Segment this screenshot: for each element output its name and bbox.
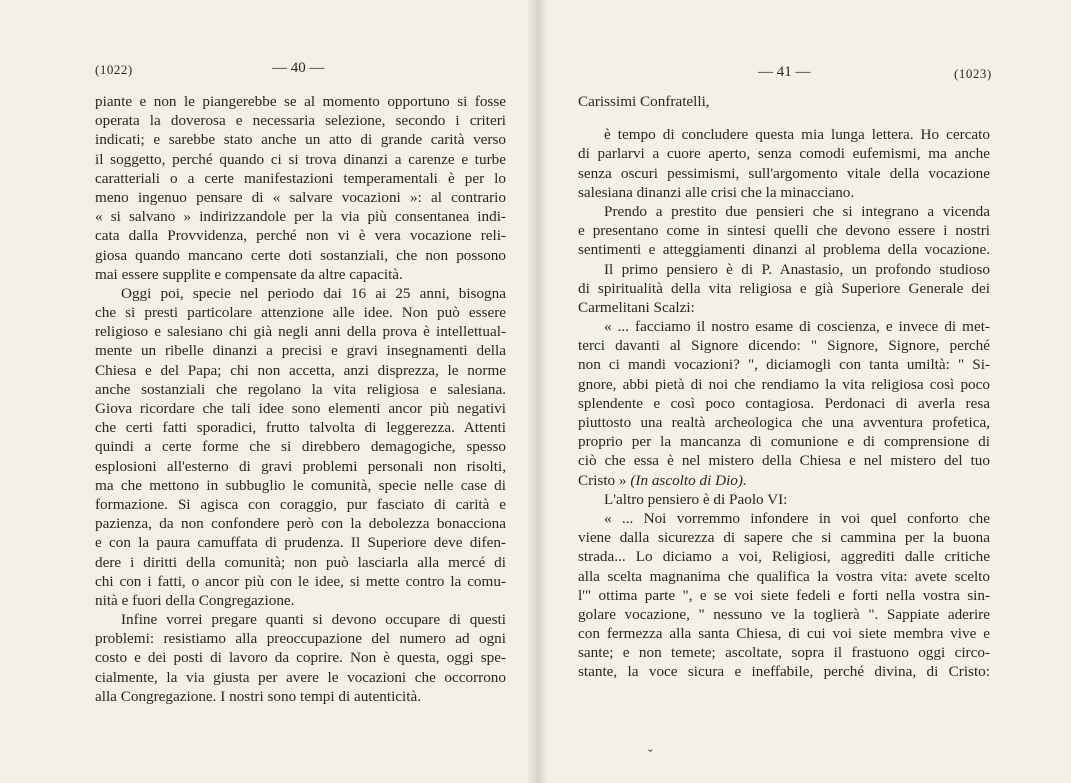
line-text: che certi fatti sporadici, frutto talvolta di leggerezza. Attenti <box>95 419 506 437</box>
line-text: di parlarvi a cuore aperto, senza comodi eufemismi, ma anche <box>578 145 990 163</box>
right-text-line <box>578 260 990 279</box>
line-text: sante; e non temete; ascoltate, sopra il frastuono oggi circo- <box>578 644 990 662</box>
line-text: proprio per la mancanza di comunione e di comprensione di <box>578 433 990 451</box>
right-text-line <box>578 317 990 336</box>
line-text: il soggetto, perché quando ci si trova dinanzi a carenze e turbe <box>95 150 506 168</box>
right-text-line <box>578 432 990 451</box>
line-text: Prendo a prestito due pensieri che si integrano a vicenda <box>604 202 990 220</box>
left-text-line <box>95 361 506 380</box>
right-text-line <box>578 586 990 605</box>
left-text-line <box>95 322 506 341</box>
line-text: esplosioni all'esterno di gravi problemi personali non risolti, <box>95 457 506 475</box>
left-text-line <box>95 150 506 169</box>
left-text-line <box>95 591 506 610</box>
left-text-line <box>95 130 506 149</box>
left-text-line <box>95 380 506 399</box>
left-text-line <box>95 476 506 495</box>
line-text: Oggi poi, specie nel periodo dai 16 ai 25 anni, bisogna <box>121 284 506 302</box>
line-text: mai essere supplite e compensate da altre capacità. <box>95 265 403 283</box>
right-text-line <box>578 164 990 183</box>
right-text-line <box>578 144 990 163</box>
line-text: anche sostanziali che regolano la vita religiosa e salesiana. <box>95 380 506 398</box>
left-text-line <box>95 418 506 437</box>
left-text-line <box>95 246 506 265</box>
left-text-line <box>95 341 506 360</box>
right-text-line <box>578 375 990 394</box>
right-text-line <box>578 298 990 317</box>
right-text-line <box>578 394 990 413</box>
line-text: è tempo di concludere questa mia lunga lettera. Ho cercato <box>604 126 990 144</box>
right-text-line <box>578 509 990 528</box>
line-text: Infine vorrei pregare quanti si devono occupare di questi <box>121 611 506 629</box>
left-text-line <box>95 457 506 476</box>
page-mark: ˘ <box>648 748 653 763</box>
line-text: L'altro pensiero è di Paolo VI: <box>604 490 788 508</box>
line-text: splendente e così poco contagiosa. Perdonaci di averla resa <box>578 394 990 412</box>
line-text: terci davanti al Signore dicendo: " Signore, Signore, perché <box>578 337 990 355</box>
line-text: non ci mandi vocazioni? ", diciamogli con tanta umiltà: " Si- <box>578 356 990 374</box>
line-text: caratteriali o a certe manifestazioni temperamentali è per lo <box>95 169 506 187</box>
line-text: Cristo » <box>578 471 631 489</box>
right-text-line <box>578 183 990 202</box>
line-text: ma che mettono in subbuglio le comunità, specie nelle case di <box>95 476 506 494</box>
right-text-line <box>578 547 990 566</box>
left-text-line <box>95 533 506 552</box>
left-text-line <box>95 629 506 648</box>
line-text: Il primo pensiero è di P. Anastasio, un profondo studioso <box>604 260 990 278</box>
line-text: « ... Noi vorremmo infondere in voi quel conforto che <box>604 509 990 527</box>
line-text: piuttosto una realtà archeologica che una avventura profetica, <box>578 414 990 431</box>
left-text-line <box>95 284 506 303</box>
line-text: gnore, abbi pietà di noi che rendiamo la vita religiosa così poco <box>578 375 990 393</box>
right-text-line <box>578 240 990 259</box>
right-text-line <box>578 451 990 470</box>
right-text-line <box>578 336 990 355</box>
left-text-line <box>95 648 506 667</box>
line-text: Giova ricordare che tali idee sono elementi ancor più negativi <box>95 400 506 417</box>
line-text: e presentano come in sintesi quelli che devono essere i nostri <box>578 222 990 240</box>
left-text-line <box>95 303 506 322</box>
right-text-line <box>578 202 990 221</box>
line-text: con fermezza alla santa Chiesa, di cui voi siete membra vive e <box>578 625 990 643</box>
line-text: dere i diritti della comunità; non può lasciarla alla mercé di <box>95 553 506 571</box>
line-text: alla scelta magnanima che qualifica la vostra vita: avete scelto <box>578 567 990 585</box>
line-text: senza oscuri pessimismi, sull'argomento vitale della vocazione <box>578 164 990 182</box>
greeting: Carissimi Confratelli, <box>578 93 710 110</box>
left-page-number: — 40 — <box>272 60 325 76</box>
line-text: stante, la voce sicura e ineffabile, perché divina, di Cristo: <box>578 663 990 681</box>
right-text-line <box>578 624 990 643</box>
line-text: sentimenti e atteggiamenti dinanzi al problema della vocazione. <box>578 241 990 259</box>
left-text-line <box>95 687 506 706</box>
left-text-line <box>95 610 506 629</box>
left-header-number: (1022) <box>95 62 133 77</box>
right-text-line <box>578 490 990 509</box>
left-text-line <box>95 668 506 687</box>
line-text: alla Congregazione. I nostri sono tempi di autenticità. <box>95 687 422 705</box>
line-text: Chiesa e del Papa; chi non accetta, anzi disprezza, le norme <box>95 361 506 379</box>
left-text-line <box>95 207 506 226</box>
line-text: piante e non le piangerebbe se al momento opportuno si fosse <box>95 93 506 110</box>
line-text: meno ingenuo pensare di « salvare vocazioni »: al contrario <box>95 188 506 206</box>
right-text-line <box>578 528 990 547</box>
line-text: salesiana dinanzi alle crisi che la minacciano. <box>578 183 855 201</box>
right-text-line <box>578 355 990 374</box>
line-text: cata dalla Provvidenza, perché non vi è vera vocazione reli- <box>95 227 506 245</box>
left-text-line <box>95 572 506 591</box>
right-text-line <box>578 471 990 490</box>
line-text: formazione. Si agisca con coraggio, pur fasciato di carità e <box>95 495 506 513</box>
left-text-line <box>95 399 506 418</box>
line-text: nità e fuori della Congregazione. <box>95 591 295 609</box>
line-text: che si presti particolare attenzione alle idee. Non può essere <box>95 304 506 322</box>
right-text-line <box>578 662 990 681</box>
left-text-line <box>95 226 506 245</box>
line-text: pazienza, da non confondere però con la debolezza bonacciona <box>95 515 506 533</box>
line-text: « ... facciamo il nostro esame di coscienza, e invece di met- <box>604 318 990 336</box>
book-gutter <box>526 0 548 783</box>
line-text: golare vocazione, " nessuno ve la toglierà ". Sappiate aderire <box>578 605 990 623</box>
line-text: chi con i fatti, o ancor più con le idee, si mette contro la comu- <box>95 572 506 590</box>
line-text: di spiritualità della vita religiosa e già Superiore Generale dei <box>578 279 990 297</box>
line-text: ciò che essa è nel mistero della Chiesa e nel mistero del tuo <box>578 452 990 470</box>
right-page-number: — 41 — <box>758 64 811 80</box>
left-text-line <box>95 553 506 572</box>
left-body-text <box>95 92 506 706</box>
right-text-line <box>578 413 990 432</box>
left-text-line <box>95 111 506 130</box>
left-text-line <box>95 514 506 533</box>
left-text-line <box>95 437 506 456</box>
line-text: mente un ribelle dinanzi a precisi e gravi insegnamenti della <box>95 342 506 360</box>
line-text: giosa quando mancano certe doti sostanziali, che non possono <box>95 246 506 264</box>
left-text-line <box>95 495 506 514</box>
line-text: quindi a certe forme che si direbbero demagogiche, spesso <box>95 438 506 456</box>
line-text: strada... Lo diciamo a voi, Religiosi, aggrediti dalle critiche <box>578 548 990 566</box>
line-text: e con la paura camuffata di prudenza. Il Superiore deve difen- <box>95 534 506 552</box>
right-header-number: (1023) <box>954 66 992 81</box>
right-body-text <box>578 92 990 682</box>
italic-citation: (In ascolto di Dio). <box>630 471 747 489</box>
right-text-line <box>578 567 990 586</box>
line-text: l'" ottima parte ", e se voi siete fedeli e forti nella vostra sin- <box>578 586 990 604</box>
line-text: religioso e salesiano chi già negli anni della prova è intellettual- <box>95 323 506 341</box>
left-text-line <box>95 188 506 207</box>
right-text-line <box>578 125 990 144</box>
line-text: operata la doverosa e necessaria selezione, secondo i criteri <box>95 112 506 130</box>
line-text: « si salvano » indirizzandole per la via più consentanea indi- <box>95 208 506 226</box>
right-text-line <box>578 221 990 240</box>
right-text-line <box>578 605 990 624</box>
right-text-line <box>578 643 990 662</box>
line-text: viene dalla sicurezza di sapere che si cammina per la buona <box>578 529 990 547</box>
line-text: problemi: resistiamo alla preoccupazione del numero ad ogni <box>95 630 506 648</box>
line-text: costo e dei posti di lavoro da coprire. Non è questa, oggi spe- <box>95 649 506 667</box>
left-text-line <box>95 265 506 284</box>
line-text: indicati; e sarebbe stato anche un atto di grande carità verso <box>95 131 506 149</box>
line-text: Carmelitani Scalzi: <box>578 298 695 316</box>
right-text-line <box>578 279 990 298</box>
line-text: cialmente, la via giusta per avere le vocazioni che occorrono <box>95 668 506 686</box>
left-text-line <box>95 169 506 188</box>
left-text-line <box>95 92 506 111</box>
